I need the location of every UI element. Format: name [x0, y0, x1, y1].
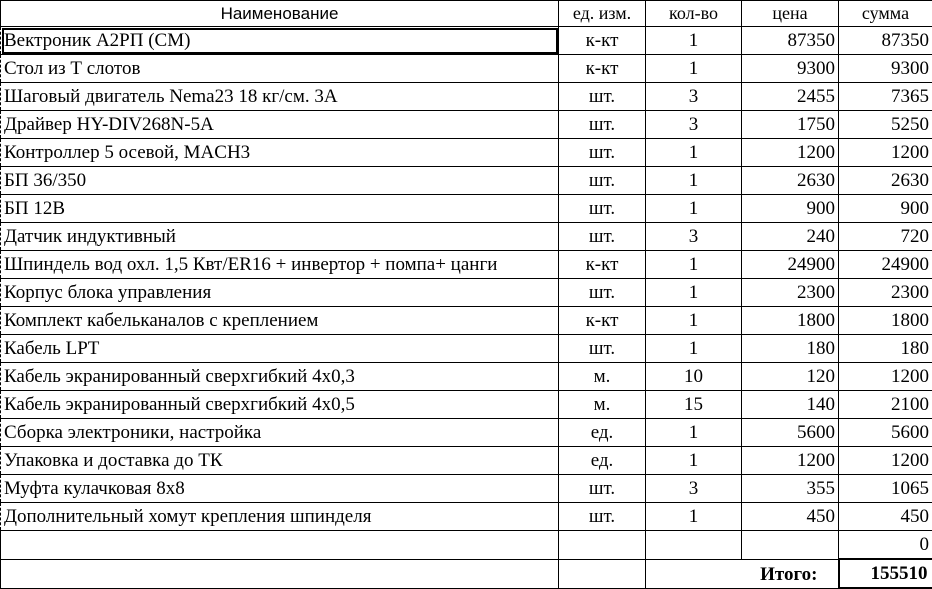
- cell-sum[interactable]: 1065: [839, 475, 932, 503]
- table-row: [1, 83, 932, 111]
- header-name[interactable]: Наименование: [1, 1, 559, 27]
- cell-price[interactable]: 355: [742, 475, 839, 503]
- cell-price[interactable]: 240: [742, 223, 839, 251]
- cell-qty[interactable]: 3: [646, 111, 742, 139]
- cell-qty[interactable]: [646, 531, 742, 560]
- cell-name[interactable]: Кабель экранированный сверхгибкий 4х0,3: [1, 363, 559, 391]
- cell-unit[interactable]: м.: [559, 391, 646, 419]
- cell-sum[interactable]: 87350: [839, 27, 932, 55]
- cell-qty[interactable]: 1: [646, 167, 742, 195]
- cell-sum[interactable]: 5600: [839, 419, 932, 447]
- total-row: [1, 559, 932, 588]
- table-row: [1, 475, 932, 503]
- cell-name[interactable]: Дополнительный хомут крепления шпинделя: [1, 503, 559, 531]
- table-row: [1, 335, 932, 363]
- cell-sum[interactable]: 900: [839, 195, 932, 223]
- cell-unit[interactable]: шт.: [559, 279, 646, 307]
- cell-name[interactable]: [1, 531, 559, 560]
- cell-name[interactable]: Контроллер 5 осевой, MACH3: [1, 139, 559, 167]
- cell-name[interactable]: БП 12В: [1, 195, 559, 223]
- cell-price[interactable]: 180: [742, 335, 839, 363]
- cell-price[interactable]: 9300: [742, 55, 839, 83]
- cell-unit[interactable]: к-кт: [559, 251, 646, 279]
- cell-sum[interactable]: 450: [839, 503, 932, 531]
- cell-unit[interactable]: шт.: [559, 167, 646, 195]
- table-row: [1, 195, 932, 223]
- cell-sum[interactable]: 24900: [839, 251, 932, 279]
- cell-name[interactable]: Датчик индуктивный: [1, 223, 559, 251]
- cell-name[interactable]: Шаговый двигатель Nema23 18 кг/см. 3А: [1, 83, 559, 111]
- cell-sum[interactable]: 2300: [839, 279, 932, 307]
- cell-qty[interactable]: 1: [646, 251, 742, 279]
- cell-name[interactable]: Кабель экранированный сверхгибкий 4х0,5: [1, 391, 559, 419]
- cell-price[interactable]: 24900: [742, 251, 839, 279]
- header-unit[interactable]: ед. изм.: [559, 1, 646, 27]
- cell-blank[interactable]: [1, 559, 559, 588]
- cell-name[interactable]: Стол из Т слотов: [1, 55, 559, 83]
- cell-qty[interactable]: 10: [646, 363, 742, 391]
- table-row: [1, 251, 932, 279]
- cell-price[interactable]: 2300: [742, 279, 839, 307]
- cell-unit[interactable]: шт.: [559, 503, 646, 531]
- cell-sum[interactable]: 5250: [839, 111, 932, 139]
- cell-price[interactable]: 1800: [742, 307, 839, 335]
- cell-price[interactable]: 2455: [742, 83, 839, 111]
- cell-qty[interactable]: 1: [646, 55, 742, 83]
- cell-price[interactable]: [742, 531, 839, 560]
- cell-qty[interactable]: 1: [646, 419, 742, 447]
- cell-sum[interactable]: 1800: [839, 307, 932, 335]
- table-row: [1, 307, 932, 335]
- cell-sum[interactable]: 1200: [839, 447, 932, 475]
- header-sum[interactable]: сумма: [839, 1, 932, 27]
- cell-unit[interactable]: шт.: [559, 139, 646, 167]
- table-row: [1, 419, 932, 447]
- cell-qty[interactable]: 1: [646, 335, 742, 363]
- cell-unit[interactable]: шт.: [559, 111, 646, 139]
- cell-sum[interactable]: 2630: [839, 167, 932, 195]
- cell-qty[interactable]: 3: [646, 475, 742, 503]
- cell-unit[interactable]: ед.: [559, 419, 646, 447]
- cell-unit[interactable]: шт.: [559, 195, 646, 223]
- cell-name[interactable]: Упаковка и доставка до ТК: [1, 447, 559, 475]
- cell-price[interactable]: 450: [742, 503, 839, 531]
- table-row: [1, 223, 932, 251]
- cell-price[interactable]: 1200: [742, 447, 839, 475]
- cell-qty[interactable]: 1: [646, 139, 742, 167]
- cell-name[interactable]: БП 36/350: [1, 167, 559, 195]
- cell-name[interactable]: Муфта кулачковая 8х8: [1, 475, 559, 503]
- cell-price[interactable]: 900: [742, 195, 839, 223]
- cell-sum[interactable]: 1200: [839, 363, 932, 391]
- table-row: [1, 27, 932, 55]
- cell-price[interactable]: 2630: [742, 167, 839, 195]
- cell-unit[interactable]: к-кт: [559, 307, 646, 335]
- table-row: [1, 139, 932, 167]
- table-row: [1, 55, 932, 83]
- cell-blank[interactable]: [559, 559, 646, 588]
- cell-unit[interactable]: шт.: [559, 335, 646, 363]
- cell-price[interactable]: 1750: [742, 111, 839, 139]
- table-row: [1, 391, 932, 419]
- cell-qty[interactable]: 1: [646, 195, 742, 223]
- total-label: Итого:: [646, 559, 839, 588]
- cell-name[interactable]: Комплект кабельканалов с креплением: [1, 307, 559, 335]
- table-row: [1, 279, 932, 307]
- table-row: [1, 111, 932, 139]
- table-row: [1, 503, 932, 531]
- cell-price[interactable]: 5600: [742, 419, 839, 447]
- cell-unit[interactable]: к-кт: [559, 27, 646, 55]
- table-row: [1, 167, 932, 195]
- cell-sum[interactable]: 180: [839, 335, 932, 363]
- cell-name[interactable]: Сборка электроники, настройка: [1, 419, 559, 447]
- cell-qty[interactable]: 1: [646, 279, 742, 307]
- cell-qty[interactable]: 1: [646, 307, 742, 335]
- cell-qty[interactable]: 3: [646, 83, 742, 111]
- cell-unit[interactable]: шт.: [559, 475, 646, 503]
- cell-qty[interactable]: 15: [646, 391, 742, 419]
- cell-sum[interactable]: 720: [839, 223, 932, 251]
- cell-sum[interactable]: 7365: [839, 83, 932, 111]
- cell-qty[interactable]: 1: [646, 447, 742, 475]
- cell-sum[interactable]: 9300: [839, 55, 932, 83]
- cell-name[interactable]: Шпиндель вод охл. 1,5 Квт/ER16 + инвертор + помпа+ цанги: [1, 251, 559, 279]
- header-price[interactable]: цена: [742, 1, 839, 27]
- cell-unit[interactable]: ед.: [559, 447, 646, 475]
- cell-name[interactable]: Корпус блока управления: [1, 279, 559, 307]
- cell-unit[interactable]: м.: [559, 363, 646, 391]
- header-row: [1, 1, 932, 27]
- header-qty[interactable]: кол-во: [646, 1, 742, 27]
- table-row: [1, 447, 932, 475]
- cell-name[interactable]: Драйвер HY-DIV268N-5A: [1, 111, 559, 139]
- cell-name[interactable]: Вектроник А2РП (СМ): [1, 27, 559, 55]
- cell-name[interactable]: Кабель LPT: [1, 335, 559, 363]
- cell-price[interactable]: 87350: [742, 27, 839, 55]
- cell-unit[interactable]: к-кт: [559, 55, 646, 83]
- cell-qty[interactable]: 1: [646, 503, 742, 531]
- total-value[interactable]: 155510: [839, 559, 932, 588]
- cell-price[interactable]: 140: [742, 391, 839, 419]
- cell-sum[interactable]: 0: [839, 531, 932, 560]
- cell-unit[interactable]: [559, 531, 646, 560]
- cell-unit[interactable]: шт.: [559, 223, 646, 251]
- cell-unit[interactable]: шт.: [559, 83, 646, 111]
- table-body: [1, 27, 932, 589]
- cell-sum[interactable]: 1200: [839, 139, 932, 167]
- cell-qty[interactable]: 3: [646, 223, 742, 251]
- cell-sum[interactable]: 2100: [839, 391, 932, 419]
- table-row-empty: [1, 531, 932, 560]
- cell-price[interactable]: 1200: [742, 139, 839, 167]
- cell-qty[interactable]: 1: [646, 27, 742, 55]
- table-row: [1, 363, 932, 391]
- cell-price[interactable]: 120: [742, 363, 839, 391]
